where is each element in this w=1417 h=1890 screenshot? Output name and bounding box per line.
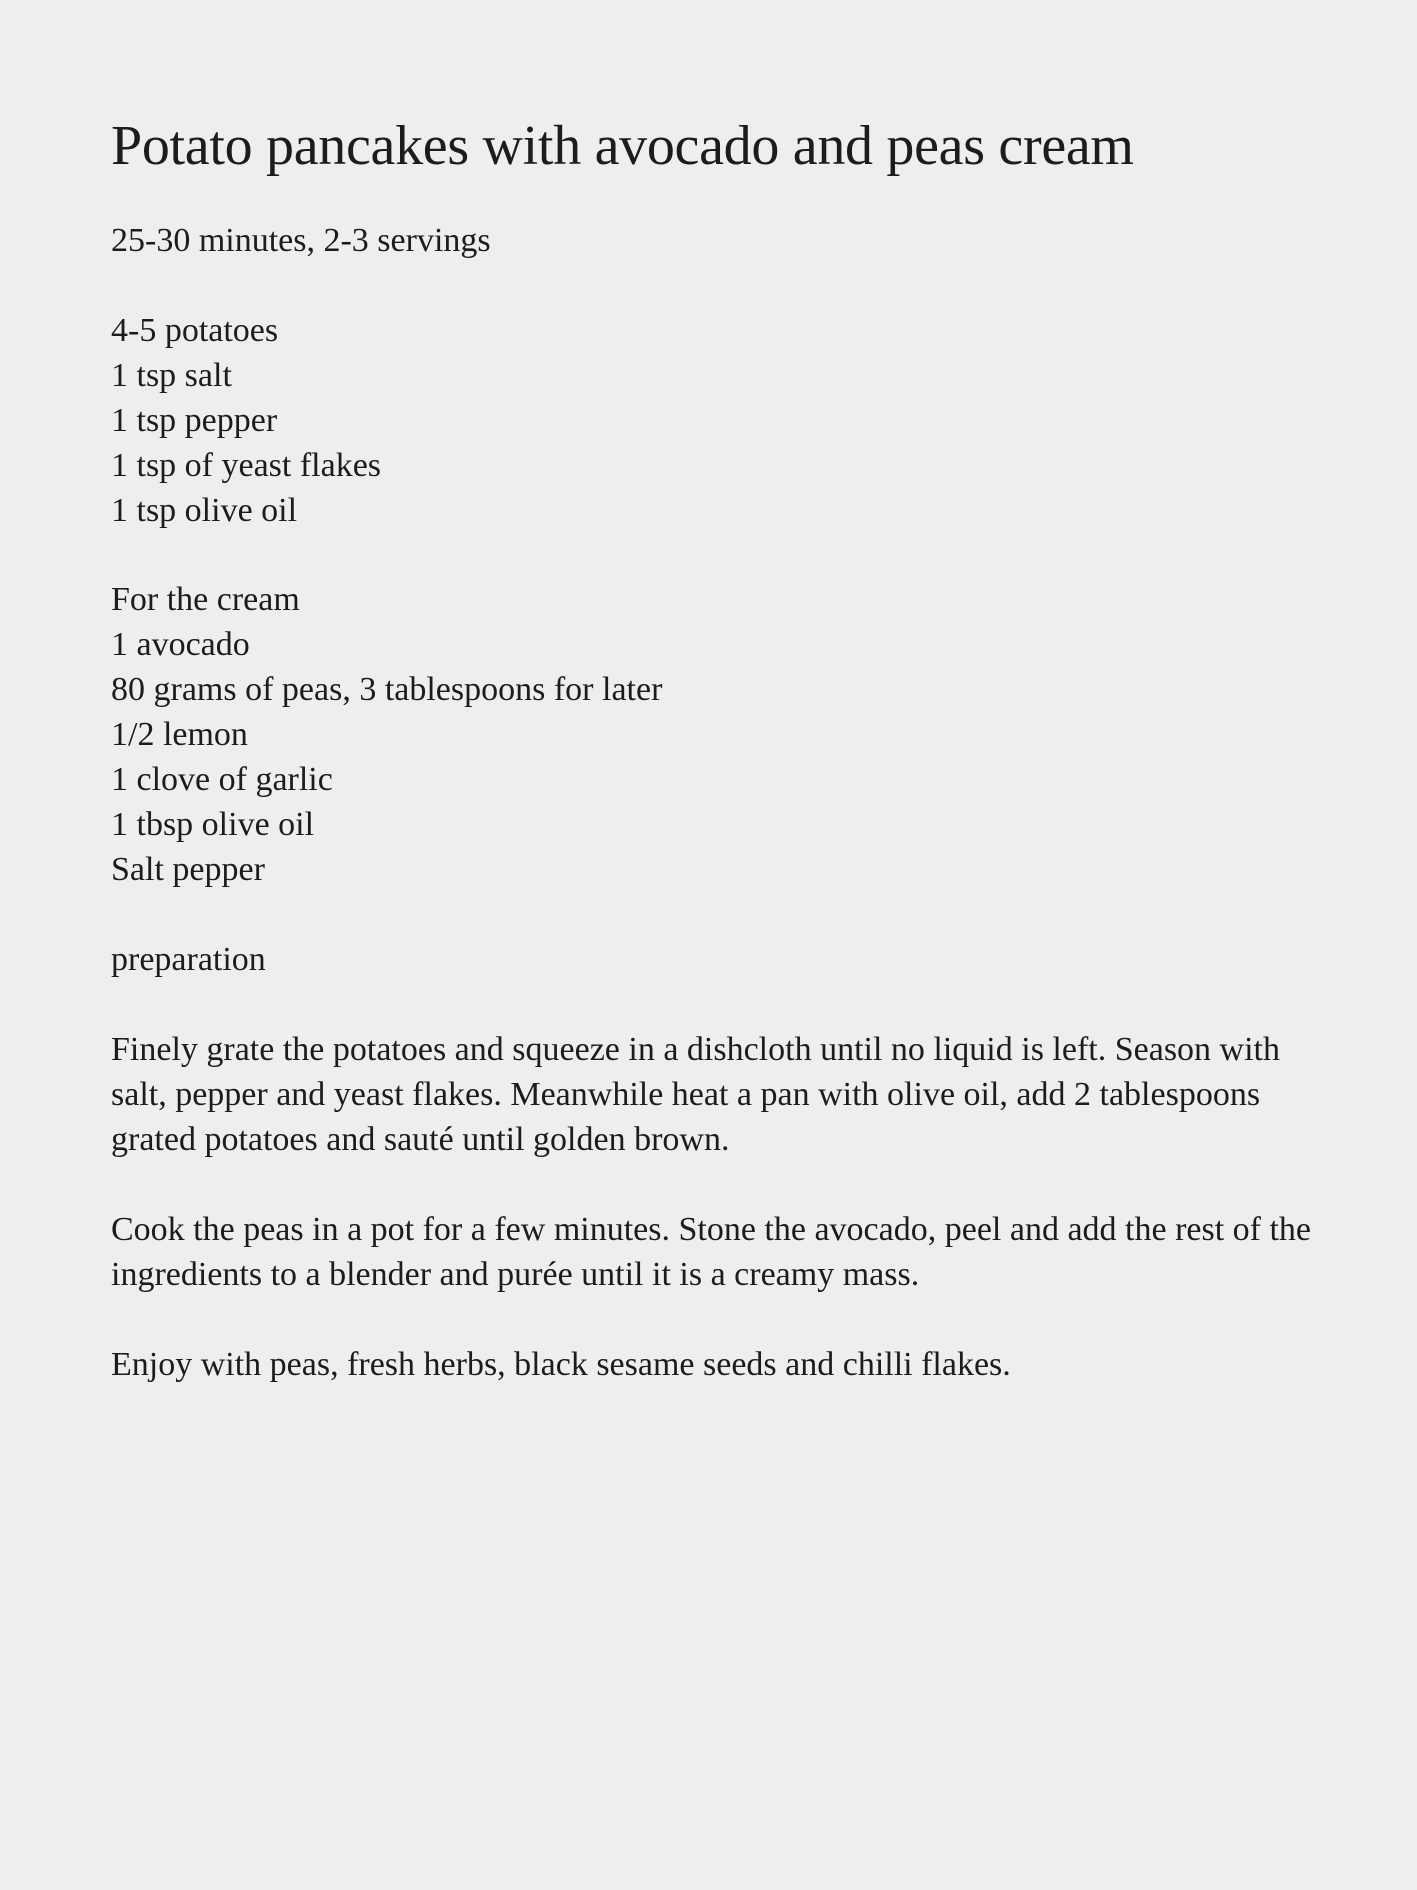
ingredient-item: 1 tsp pepper — [111, 402, 278, 439]
ingredient-item: 4-5 potatoes — [111, 312, 279, 349]
ingredient-item: 1 avocado — [111, 626, 250, 663]
ingredients-list — [111, 308, 381, 533]
ingredient-item: 1 tsp salt — [111, 357, 232, 394]
ingredient-item: 1 tsp olive oil — [111, 492, 298, 529]
preparation-step: Finely grate the potatoes and squeeze in a dishcloth until no liquid is left. Season with salt, pepper and yeast flakes. Meanwhile heat a pan with olive oil, add 2 tablespoons grated potatoes and sauté until golden brown. — [111, 1031, 1280, 1158]
ingredient-item: 1 clove of garlic — [111, 761, 333, 798]
ingredient-item: 1 tbsp olive oil — [111, 806, 315, 843]
ingredient-item: 1 tsp of yeast flakes — [111, 447, 382, 484]
recipe-time-servings: 25-30 minutes, 2-3 servings — [111, 222, 491, 259]
ingredient-item: Salt pepper — [111, 851, 265, 888]
cream-ingredients-list — [111, 577, 662, 892]
cream-heading: For the cream — [111, 581, 300, 618]
ingredient-item: 80 grams of peas, 3 tablespoons for later — [111, 671, 663, 708]
ingredient-item: 1/2 lemon — [111, 716, 248, 753]
preparation-heading: preparation — [111, 941, 266, 978]
preparation-step: Cook the peas in a pot for a few minutes. Stone the avocado, peel and add the rest of the ingredients to a blender and purée until it is a creamy mass. — [111, 1211, 1312, 1293]
recipe-content — [111, 108, 1341, 1383]
recipe-title: Potato pancakes with avocado and peas cream — [111, 115, 1134, 177]
preparation-step: Enjoy with peas, fresh herbs, black sesame seeds and chilli flakes. — [111, 1346, 1011, 1383]
